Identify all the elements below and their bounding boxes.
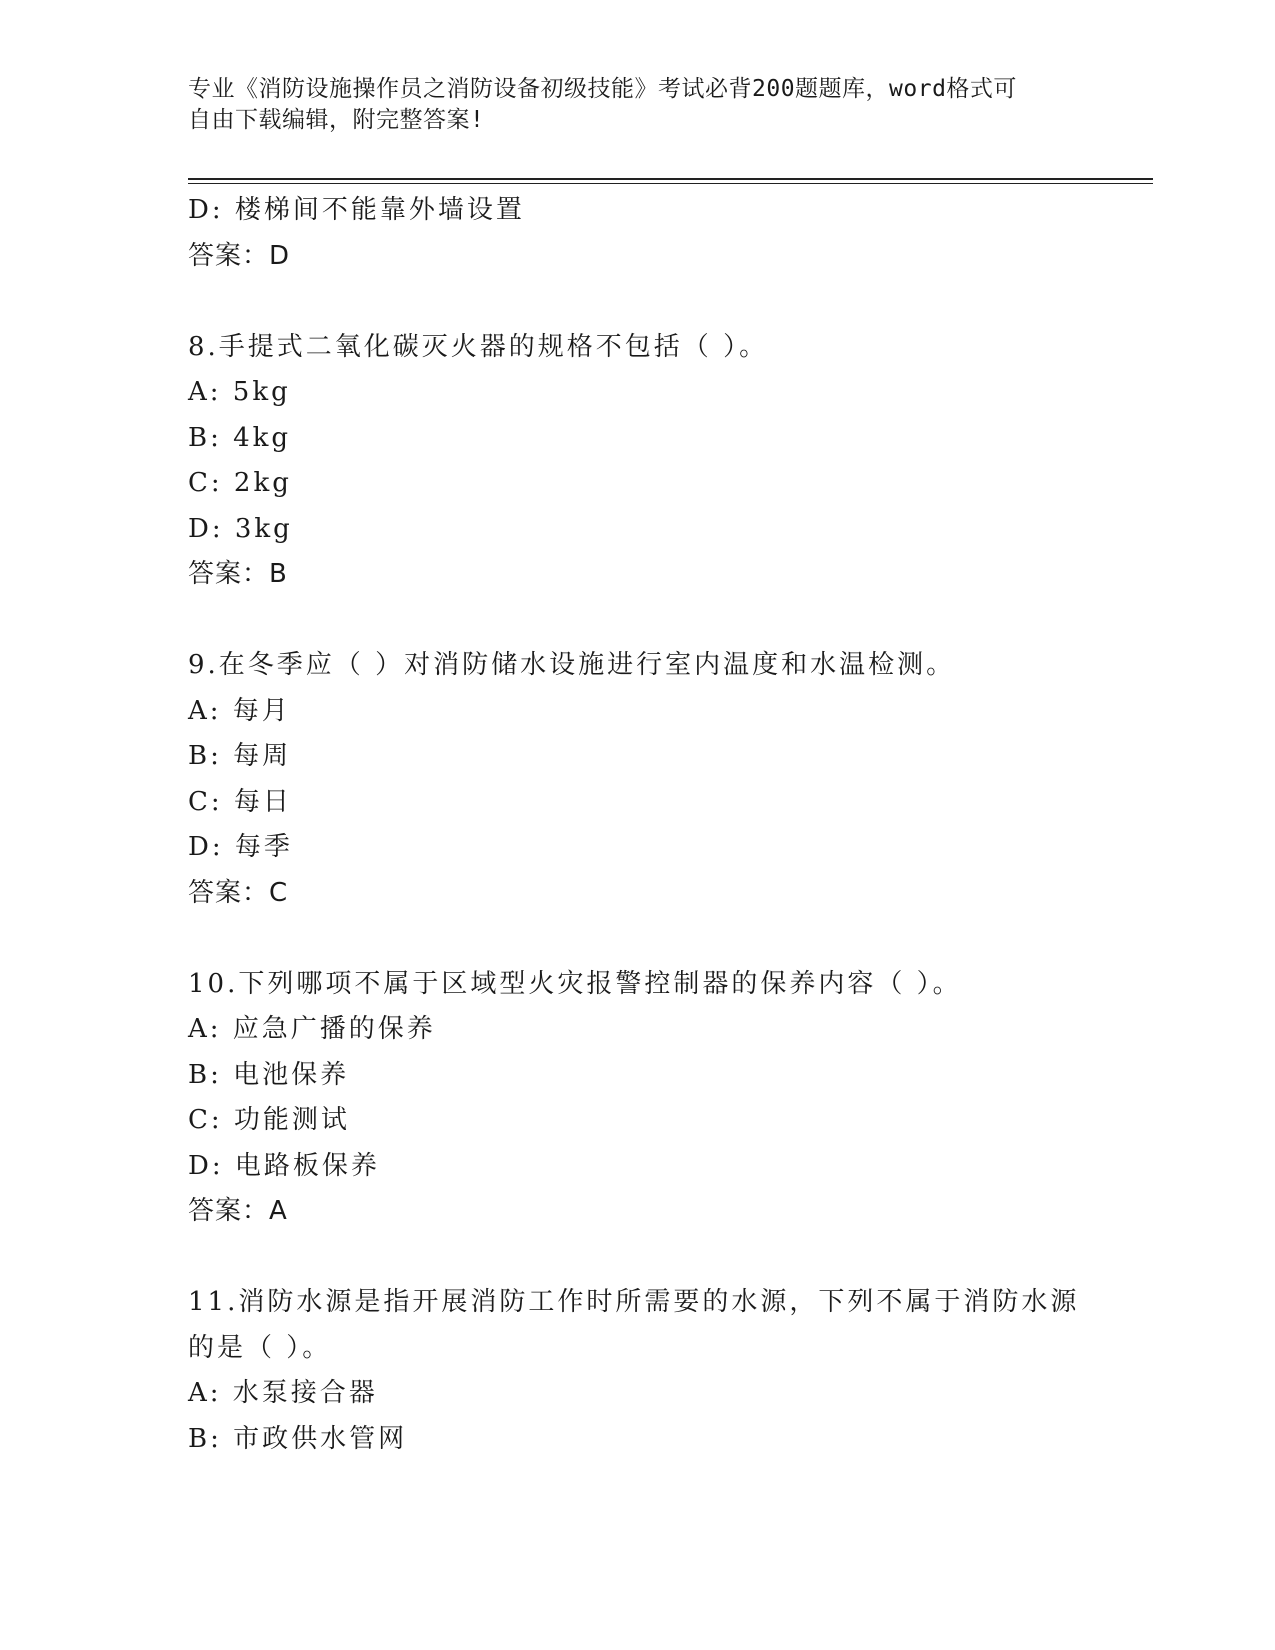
question-text-line: A: 水泵接合器 [188, 1378, 378, 1408]
question-text-line: 11.消防水源是指开展消防工作时所需要的水源，下列不属于消防水源 [188, 1287, 1080, 1317]
question-text-line: B: 4kg [188, 422, 292, 453]
spacer [188, 916, 1088, 962]
answer-line: 答案：A [188, 1196, 288, 1226]
question-text-line: 的是（ ）。 [188, 1332, 332, 1363]
header-line-2: 自由下载编辑，附完整答案! [188, 107, 485, 133]
question-text-line: B: 每周 [188, 741, 292, 771]
question-text-line: A: 应急广播的保养 [188, 1014, 436, 1044]
question-text-line: 10.下列哪项不属于区域型火灾报警控制器的保养内容（ ）。 [188, 968, 962, 999]
question-text-line: A: 5kg [188, 377, 291, 407]
question-text-line: C: 2kg [188, 468, 292, 498]
spacer [188, 1235, 1088, 1281]
question-text-line: 8.手提式二氧化碳灭火器的规格不包括（ ）。 [188, 331, 769, 362]
answer-line: 答案：B [188, 559, 288, 589]
question-list [188, 188, 1088, 1462]
question-text-line: 9.在冬季应（ ）对消防储水设施进行室内温度和水温检测。 [188, 650, 956, 680]
header-divider-thick [188, 178, 1153, 180]
question-text-line: C: 每日 [188, 786, 292, 817]
question-text-line: D: 楼梯间不能靠外墙设置 [188, 195, 525, 225]
spacer [188, 279, 1088, 325]
question-text-line: B: 市政供水管网 [188, 1423, 408, 1454]
question-text-line: D: 3kg [188, 513, 293, 544]
answer-line: 答案：C [188, 877, 289, 908]
question-text-line: C: 功能测试 [188, 1105, 350, 1135]
header-line-1: 专业《消防设施操作员之消防设备初级技能》考试必背200题题库，word格式可 [188, 76, 1017, 102]
answer-line: 答案：D [188, 240, 291, 271]
spacer [188, 598, 1088, 644]
question-text-line: D: 每季 [188, 832, 293, 862]
question-text-line: D: 电路板保养 [188, 1150, 380, 1181]
question-text-line: A: 每月 [188, 695, 291, 726]
header-divider-thin [188, 183, 1153, 184]
question-text-line: B: 电池保养 [188, 1059, 350, 1090]
document-header [188, 74, 1068, 136]
